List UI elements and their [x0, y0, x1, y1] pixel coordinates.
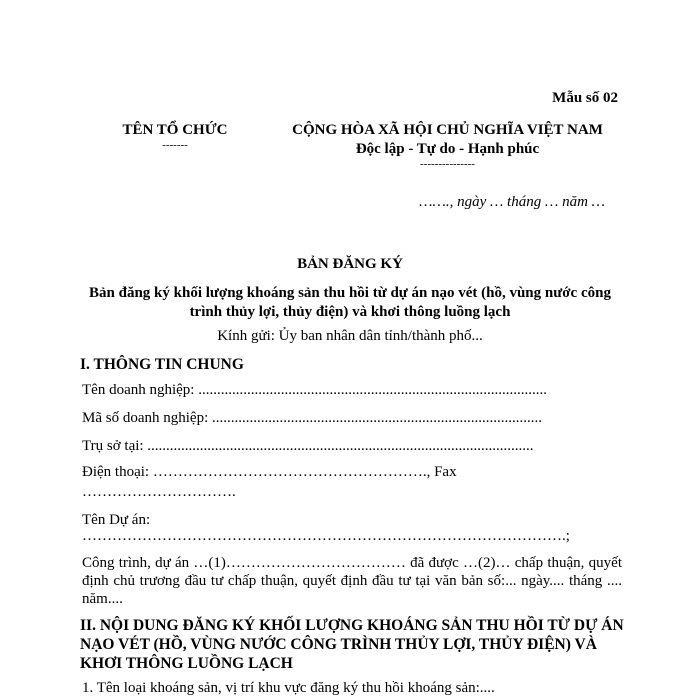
mineral-type-item: 1. Tên loại khoáng sản, vị trí khu vực đăng ký thu hồi khoáng sản:.... [82, 680, 495, 696]
works-approval-paragraph: Công trình, dự án …(1)……………………………… đã được …(2)… chấp thuận, quyết định chủ trương đầu tư chấp thuận, quyết định đầu tư tại văn bản số:... ngày.... tháng .... năm.... [82, 555, 622, 607]
organization-block [100, 122, 250, 151]
organization-name: TÊN TỔ CHỨC [122, 122, 228, 138]
state-name: CỘNG HÒA XÃ HỘI CHỦ NGHĨA VIỆT NAM [292, 122, 603, 138]
date-line: ……., ngày … tháng … năm … [419, 194, 605, 210]
organization-divider: ------- [162, 139, 188, 151]
project-name-label: Tên Dự án: [82, 512, 151, 528]
section-heading-general-info: I. THÔNG TIN CHUNG [80, 356, 244, 373]
fax-dots: …………………………. [82, 484, 236, 500]
document-title: BẢN ĐĂNG KÝ [297, 256, 403, 272]
project-name-dots: …………………………………………………………………………………….; [82, 528, 570, 544]
recipient-line: Kính gửi: Ủy ban nhân dân tỉnh/thành phố... [217, 328, 483, 344]
state-motto: Độc lập - Tự do - Hạnh phúc [355, 141, 540, 157]
state-divider: --------------- [420, 158, 475, 170]
head-office-field: Trụ sở tại: ....................................................................................................... [82, 438, 534, 454]
document-subtitle: Bản đăng ký khối lượng khoáng sản thu hồi từ dự án nạo vét (hồ, vùng nước công trình thủy lợi, thủy điện) và khơi thông luồng lạch [89, 285, 611, 320]
form-number: Mẫu số 02 [552, 90, 618, 106]
enterprise-name-field: Tên doanh nghiệp: ............................................................................................. [82, 382, 547, 398]
phone-fax-field: Điện thoại: ………………………………………………., Fax [82, 464, 457, 480]
national-header [270, 122, 625, 170]
section-heading-registration-content: II. NỘI DUNG ĐĂNG KÝ KHỐI LƯỢNG KHOÁNG SẢN THU HỒI TỪ DỰ ÁN NẠO VÉT (HỒ, VÙNG NƯỚC CÔNG TRÌNH THỦY LỢI, THỦY ĐIỆN) VÀ KHƠI THÔNG LUỒNG LẠCH [80, 617, 624, 672]
tax-code-field: Mã số doanh nghiệp: ........................................................................................ [82, 410, 542, 426]
